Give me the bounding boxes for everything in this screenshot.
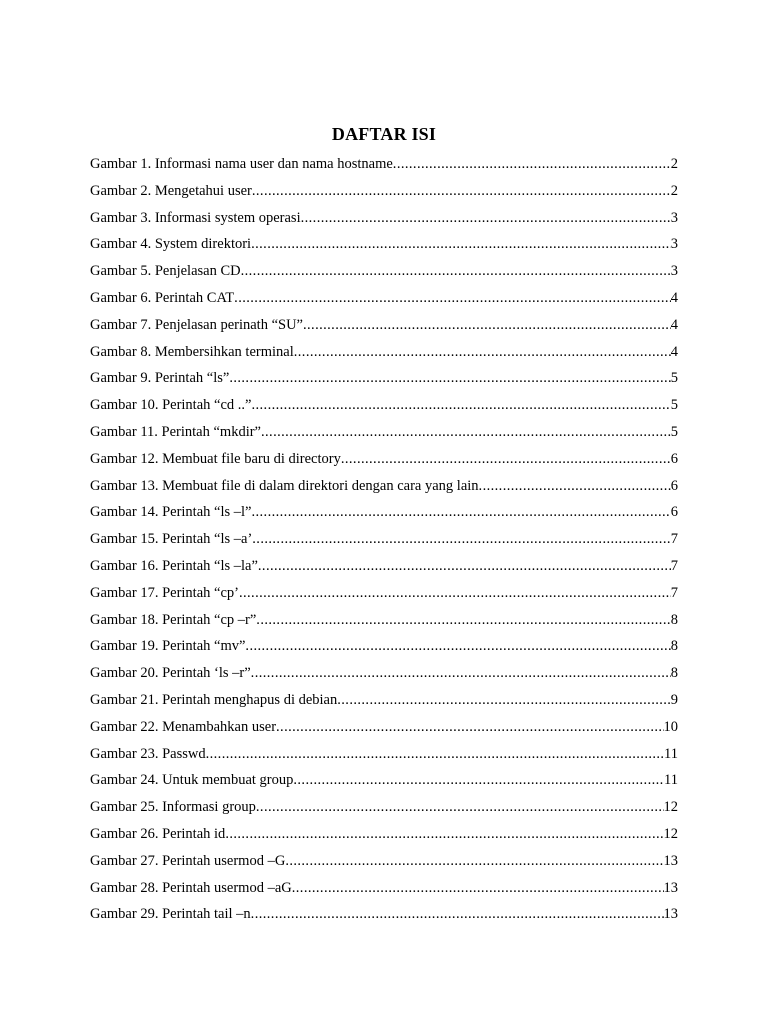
toc-dot-leader [251, 660, 671, 687]
toc-dot-leader [251, 901, 664, 928]
toc-entry-page-number: 6 [670, 450, 678, 467]
toc-dot-leader [252, 526, 670, 553]
toc-dot-leader [225, 821, 663, 848]
toc-entry-label: Gambar 5. Penjelasan CD [90, 263, 241, 280]
toc-entry [90, 526, 678, 553]
toc-entry [90, 392, 678, 419]
toc-entry-label: Gambar 4. System direktori [90, 236, 252, 253]
toc-entry [90, 553, 678, 580]
toc-entry-page-number: 13 [663, 852, 678, 869]
toc-dot-leader [276, 714, 663, 741]
toc-entry [90, 231, 678, 258]
toc-entry-page-number: 12 [663, 799, 678, 816]
toc-dot-leader [234, 285, 671, 312]
toc-entry-label: Gambar 19. Perintah “mv” [90, 638, 246, 655]
toc-entry [90, 285, 678, 312]
toc-entry [90, 633, 678, 660]
toc-entry-page-number: 8 [670, 611, 678, 628]
page-title: DAFTAR ISI [331, 124, 437, 144]
toc-entry-label: Gambar 7. Penjelasan perinath “SU” [90, 316, 303, 333]
toc-entry-label: Gambar 20. Perintah ‘ls –r” [90, 665, 251, 682]
toc-entry-label: Gambar 18. Perintah “cp –r” [90, 611, 257, 628]
toc-entry-label: Gambar 11. Perintah “mkdir” [90, 423, 261, 440]
toc-dot-leader [256, 794, 664, 821]
toc-dot-leader [285, 848, 663, 875]
toc-entry-page-number: 3 [670, 209, 678, 226]
toc-entry [90, 848, 678, 875]
toc-dot-leader [206, 741, 664, 768]
toc-dot-leader [479, 473, 671, 500]
toc-entry [90, 660, 678, 687]
toc-dot-leader [245, 633, 670, 660]
toc-entry-page-number: 7 [670, 531, 678, 548]
toc-entry-label: Gambar 12. Membuat file baru di directory [90, 450, 341, 467]
toc-entry-page-number: 4 [670, 316, 678, 333]
toc-entry-label: Gambar 8. Membersihkan terminal [90, 343, 294, 360]
toc-entry-label: Gambar 27. Perintah usermod –G [90, 852, 286, 869]
toc-entry-page-number: 6 [670, 504, 678, 521]
toc-entry [90, 339, 678, 366]
toc-entry-page-number: 5 [670, 397, 678, 414]
toc-entry-label: Gambar 24. Untuk membuat group [90, 772, 294, 789]
toc-entry-label: Gambar 3. Informasi system operasi [90, 209, 301, 226]
toc-entry-label: Gambar 16. Perintah “ls –la” [90, 557, 258, 574]
toc-entry-page-number: 3 [670, 263, 678, 280]
toc-entry-page-number: 4 [670, 343, 678, 360]
toc-entry-page-number: 13 [663, 906, 678, 923]
toc-entry-page-number: 7 [670, 557, 678, 574]
toc-entry-page-number: 6 [670, 477, 678, 494]
toc-entry [90, 446, 678, 473]
toc-entry [90, 151, 678, 178]
toc-dot-leader [251, 499, 670, 526]
toc-entry-page-number: 5 [670, 370, 678, 387]
toc-dot-leader [301, 205, 671, 232]
toc-entry-label: Gambar 29. Perintah tail –n [90, 906, 251, 923]
toc-entry [90, 419, 678, 446]
toc-entry-page-number: 11 [664, 745, 678, 762]
toc-entry-label: Gambar 1. Informasi nama user dan nama hostname [90, 156, 393, 172]
toc-entry [90, 205, 678, 232]
toc-entry-label: Gambar 10. Perintah “cd ..” [90, 397, 252, 414]
toc-entry-page-number: 11 [664, 772, 678, 789]
toc-entry-page-number: 2 [670, 182, 678, 199]
toc-dot-leader [337, 687, 671, 714]
toc-entry-label: Gambar 14. Perintah “ls –l” [90, 504, 252, 521]
toc-entry-label: Gambar 9. Perintah “ls” [90, 370, 230, 387]
table-of-contents [90, 151, 678, 928]
toc-entry [90, 714, 678, 741]
toc-dot-leader [258, 553, 671, 580]
toc-dot-leader [256, 607, 670, 634]
toc-dot-leader [251, 231, 671, 258]
toc-entry-page-number: 7 [670, 584, 678, 601]
toc-dot-leader [393, 151, 671, 178]
toc-entry [90, 580, 678, 607]
toc-entry [90, 365, 678, 392]
toc-entry-label: Gambar 15. Perintah “ls –a’ [90, 531, 253, 548]
toc-entry [90, 607, 678, 634]
toc-dot-leader [294, 339, 671, 366]
toc-entry-page-number: 5 [670, 423, 678, 440]
toc-entry-label: Gambar 17. Perintah “cp’ [90, 584, 239, 601]
toc-entry-page-number: 8 [670, 638, 678, 655]
toc-entry-page-number: 3 [670, 236, 678, 253]
toc-entry-label: Gambar 22. Menambahkan user [90, 718, 277, 735]
toc-dot-leader [341, 446, 671, 473]
toc-entry-label: Gambar 25. Informasi group [90, 799, 256, 816]
toc-entry [90, 687, 678, 714]
toc-entry [90, 178, 678, 205]
toc-entry [90, 901, 678, 928]
toc-entry-page-number: 4 [670, 289, 678, 306]
toc-entry [90, 821, 678, 848]
toc-entry-label: Gambar 28. Perintah usermod –aG [90, 879, 292, 896]
toc-dot-leader [239, 580, 671, 607]
toc-entry-label: Gambar 23. Passwd [90, 745, 206, 762]
toc-entry [90, 794, 678, 821]
toc-entry-label: Gambar 6. Perintah CAT [90, 289, 235, 306]
toc-dot-leader [241, 258, 671, 285]
toc-entry-page-number: 2 [670, 156, 678, 172]
toc-entry-page-number: 13 [663, 879, 678, 896]
toc-entry [90, 767, 678, 794]
toc-entry [90, 258, 678, 285]
toc-entry-label: Gambar 21. Perintah menghapus di debian [90, 691, 338, 708]
toc-entry-page-number: 9 [670, 691, 678, 708]
toc-entry-page-number: 10 [663, 718, 678, 735]
toc-dot-leader [261, 419, 671, 446]
toc-dot-leader [293, 767, 664, 794]
toc-entry [90, 741, 678, 768]
toc-entry-page-number: 12 [663, 825, 678, 842]
toc-dot-leader [292, 875, 664, 902]
toc-entry [90, 312, 678, 339]
toc-dot-leader [251, 392, 670, 419]
toc-dot-leader [229, 365, 670, 392]
toc-dot-leader [303, 312, 671, 339]
toc-entry-label: Gambar 2. Mengetahui user [90, 182, 252, 199]
toc-entry-label: Gambar 26. Perintah id [90, 825, 226, 842]
toc-entry-page-number: 8 [670, 665, 678, 682]
toc-entry [90, 473, 678, 500]
toc-dot-leader [252, 178, 671, 205]
toc-entry [90, 499, 678, 526]
toc-entry [90, 875, 678, 902]
toc-entry-label: Gambar 13. Membuat file di dalam direktori dengan cara yang lain [90, 477, 479, 494]
